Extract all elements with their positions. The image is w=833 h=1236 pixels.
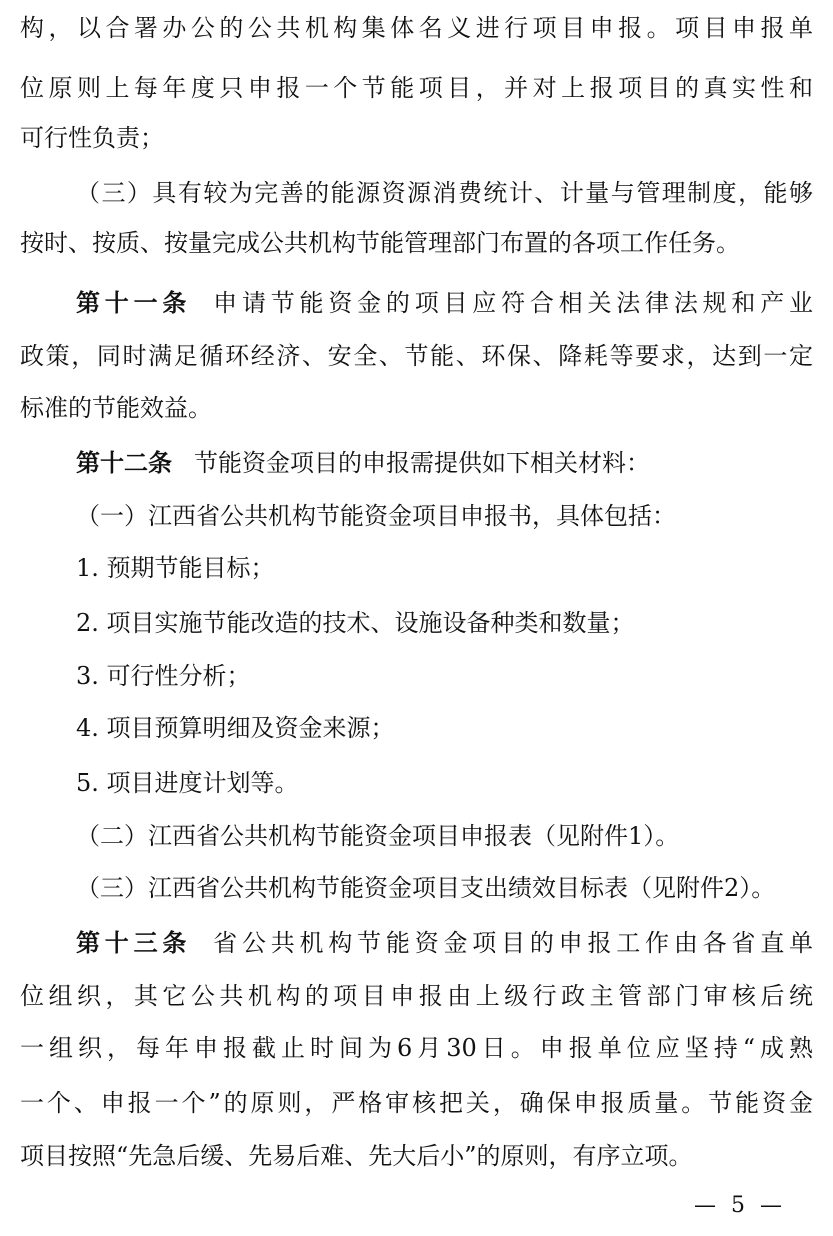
text-line: 项目按照“先急后缓、先易后难、先大后小”的原则，有序立项。 [20,1142,693,1170]
text-line: 按时、按质、按量完成公共机构节能管理部门布置的各项工作任务。 [20,229,740,257]
text-line: 构，以合署办公的公共机构集体名义进行项目申报。项目申报单 [20,14,813,42]
text-line: 可行性负责； [20,124,164,152]
article-11-line [76,285,813,321]
text-line: 位组织，其它公共机构的项目申报由上级行政主管部门审核后统 [20,982,813,1010]
list-item: 4. 项目预算明细及资金来源； [76,714,395,742]
text-line: （二）江西省公共机构节能资金项目申报表（见附件1）。 [76,822,680,850]
text-line: 标准的节能效益。 [20,394,212,422]
text-line: 节能资金项目的申报需提供如下相关材料： [194,449,650,477]
list-item: 5. 项目进度计划等。 [76,769,299,797]
text-line: 位原则上每年度只申报一个节能项目，并对上报项目的真实性和 [20,74,813,102]
article-11-heading: 第十一条 [76,289,192,317]
text-line: 省公共机构节能资金项目的申报工作由各省直单 [213,929,813,957]
text-line: 政策，同时满足循环经济、安全、节能、环保、降耗等要求，达到一定 [20,342,813,370]
list-item: 3. 可行性分析； [76,662,251,690]
list-item: 1. 预期节能目标； [76,554,275,582]
text-line: （三）江西省公共机构节能资金项目支出绩效目标表（见附件2）。 [76,874,776,902]
list-item: 2. 项目实施节能改造的技术、设施设备种类和数量； [76,609,635,637]
article-12-heading: 第十二条 [76,449,172,477]
article-13-line [76,925,813,961]
article-12-line [76,445,813,481]
page-number: — 5 — [694,1193,786,1218]
text-line: （一）江西省公共机构节能资金项目申报书，具体包括： [76,502,676,530]
text-line: 一组织，每年申报截止时间为6月30日。申报单位应坚持“成熟 [20,1034,813,1062]
text-line: （三）具有较为完善的能源资源消费统计、计量与管理制度，能够 [76,179,813,207]
text-line: 一个、申报一个”的原则，严格审核把关，确保申报质量。节能资金 [20,1089,813,1117]
text-line: 申请节能资金的项目应符合相关法律法规和产业 [213,289,813,317]
article-13-heading: 第十三条 [76,929,192,957]
